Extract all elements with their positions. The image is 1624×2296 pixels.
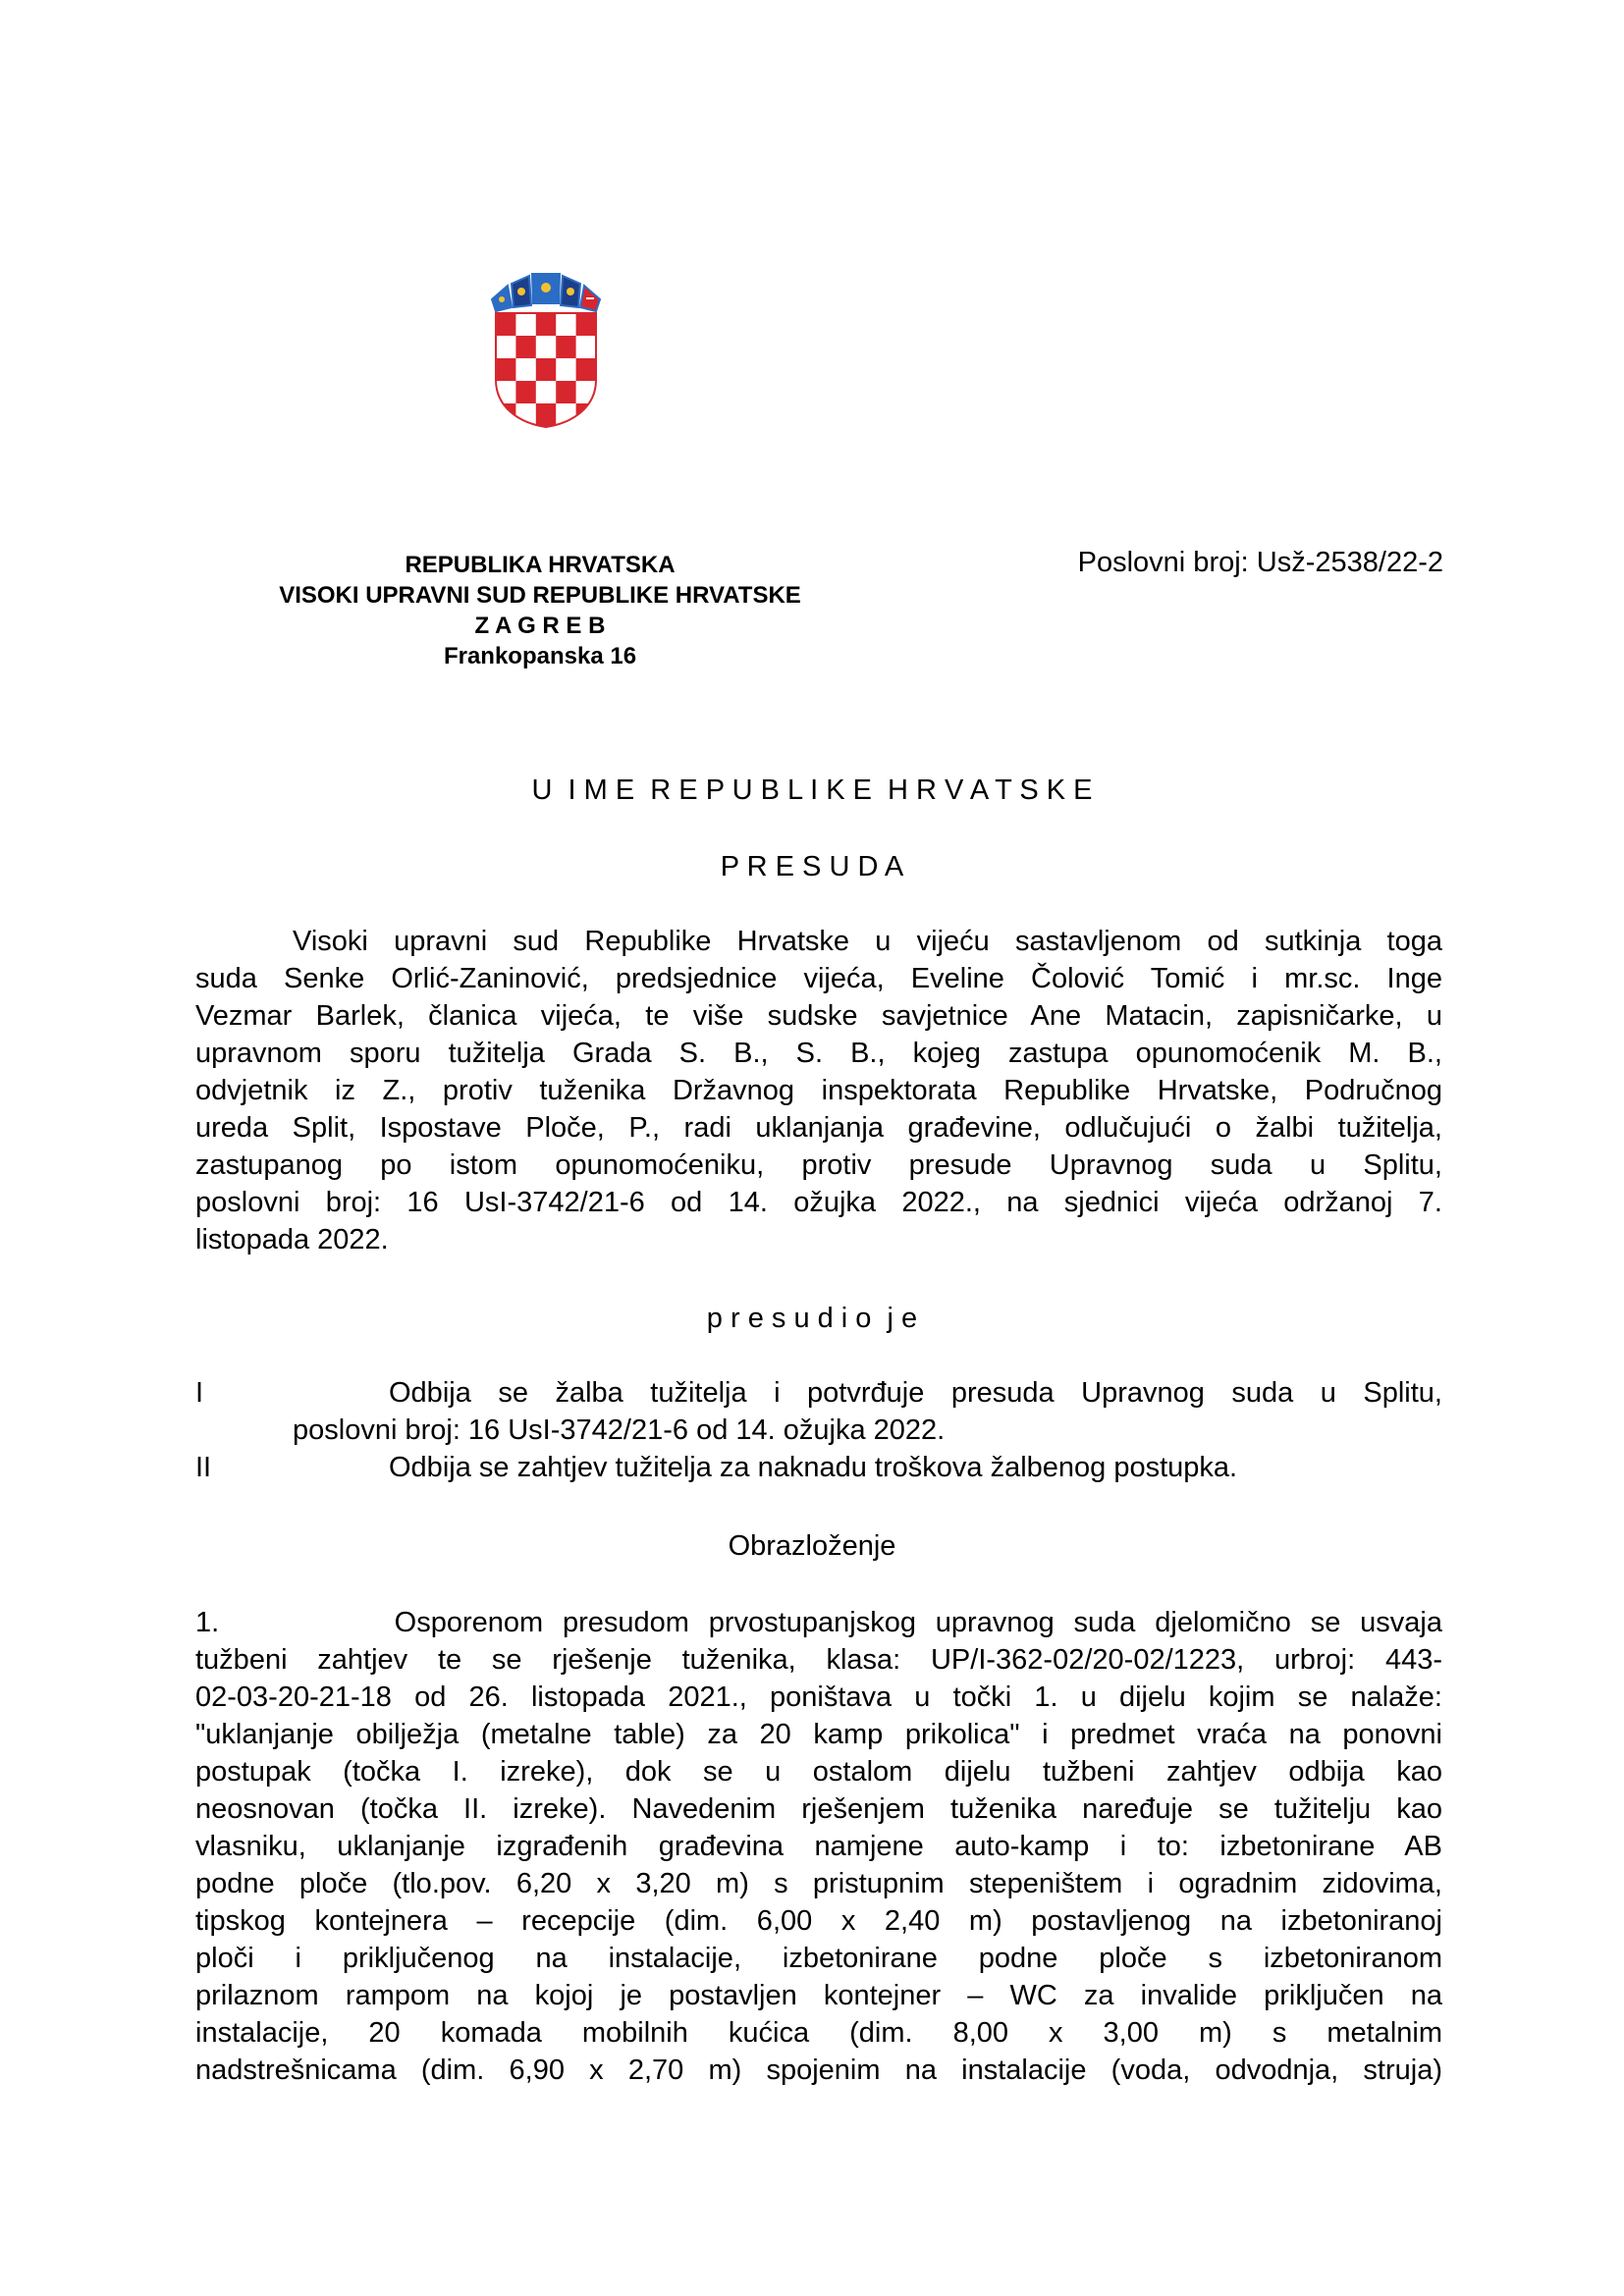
intro-line: odvjetnik iz Z., protiv tuženika Državnog inspektorata Republike Hrvatske, Područnog: [195, 1075, 1442, 1106]
reasoning-line: ploči i priključenog na instalacije, izbetonirane podne ploče s izbetoniranom: [195, 1943, 1442, 1974]
case-number: Poslovni broj: Usž-2538/22-2: [1077, 547, 1443, 578]
reasoning-line: postupak (točka I. izreke), dok se u ostalom dijelu tužbeni zahtjev odbija kao: [195, 1756, 1442, 1788]
title-verdict: P R E S U D A: [720, 851, 904, 882]
ruling-item-text: Odbija se žalba tužitelja i potvrđuje presuda Upravnog suda u Splitu,: [389, 1377, 1442, 1409]
ruling-heading: p r e s u d i o j e: [706, 1303, 918, 1334]
reasoning-line: 1. Osporenom presudom prvostupanjskog upravnog suda djelomično se usvaja: [195, 1607, 1442, 1638]
ruling-item-number: II: [195, 1452, 212, 1483]
reasoning-line: neosnovan (točka II. izreke). Navedenim rješenjem tuženika naređuje se tužitelju kao: [195, 1793, 1442, 1825]
ruling-item-text: Odbija se zahtjev tužitelja za naknadu troškova žalbenog postupka.: [389, 1452, 1238, 1483]
reasoning-line: 02-03-20-21-18 od 26. listopada 2021., poništava u točki 1. u dijelu kojim se nalaže:: [195, 1682, 1442, 1713]
reasoning-line: tužbeni zahtjev te se rješenje tuženika, klasa: UP/I-362-02/20-02/1223, urbroj: 443-: [195, 1644, 1442, 1676]
header-court-name: VISOKI UPRAVNI SUD REPUBLIKE HRVATSKE: [279, 582, 801, 609]
header-country: REPUBLIKA HRVATSKA: [405, 552, 676, 578]
header-city: Z A G R E B: [474, 613, 606, 639]
intro-line: upravnom sporu tužitelja Grada S. B., S. B., kojeg zastupa opunomoćenik M. B.,: [195, 1038, 1442, 1069]
intro-line: suda Senke Orlić-Zaninović, predsjednice vijeća, Eveline Čolović Tomić i mr.sc. Inge: [195, 963, 1442, 994]
intro-line: poslovni broj: 16 UsI-3742/21-6 od 14. ožujka 2022., na sjednici vijeća održanoj 7.: [195, 1187, 1442, 1218]
court-header: [226, 550, 854, 671]
ruling-item: [195, 1374, 1442, 1449]
reasoning-line: "uklanjanje obilježja (metalne table) za 20 kamp prikolica" i predmet vraća na ponovni: [195, 1719, 1442, 1750]
title-in-the-name-of-republic: U I M E R E P U B L I K E H R V A T S K E: [531, 774, 1093, 806]
reasoning-line: tipskog kontejnera – recepcije (dim. 6,00 x 2,40 m) postavljenog na izbetoniranoj: [195, 1905, 1442, 1937]
reasoning-heading: Obrazloženje: [728, 1530, 896, 1562]
intro-line: zastupanog po istom opunomoćeniku, protiv presude Upravnog suda u Splitu,: [195, 1149, 1442, 1181]
reasoning-line: podne ploče (tlo.pov. 6,20 x 3,20 m) s pristupnim stepeništem i ogradnim zidovima,: [195, 1868, 1442, 1899]
ruling-item-continuation: poslovni broj: 16 UsI-3742/21-6 od 14. ožujka 2022.: [293, 1415, 946, 1446]
reasoning-line: nadstrešnicama (dim. 6,90 x 2,70 m) spojenim na instalacije (voda, odvodnja, struja): [195, 2055, 1442, 2086]
ruling-item-number: I: [195, 1377, 204, 1409]
ruling-item: [195, 1449, 1442, 1486]
croatian-coat-of-arms-icon: [488, 270, 604, 429]
intro-paragraph: [195, 923, 1442, 1258]
reasoning-line: vlasniku, uklanjanje izgrađenih građevina namjene auto-kamp i to: izbetonirane AB: [195, 1831, 1442, 1862]
header-address: Frankopanska 16: [443, 643, 637, 669]
intro-line: listopada 2022.: [195, 1224, 389, 1255]
reasoning-line: instalacije, 20 komada mobilnih kućica (dim. 8,00 x 3,00 m) s metalnim: [195, 2017, 1442, 2049]
reasoning-line: prilaznom rampom na kojoj je postavljen kontejner – WC za invalide priključen na: [195, 1980, 1442, 2011]
intro-line: Visoki upravni sud Republike Hrvatske u vijeću sastavljenom od sutkinja toga: [293, 926, 1442, 957]
reasoning-paragraph: [195, 1604, 1442, 2089]
intro-line: Vezmar Barlek, članica vijeća, te više sudske savjetnice Ane Matacin, zapisničarke, u: [195, 1000, 1442, 1032]
intro-line: ureda Split, Ispostave Ploče, P., radi uklanjanja građevine, odlučujući o žalbi tužitelja,: [195, 1112, 1442, 1144]
